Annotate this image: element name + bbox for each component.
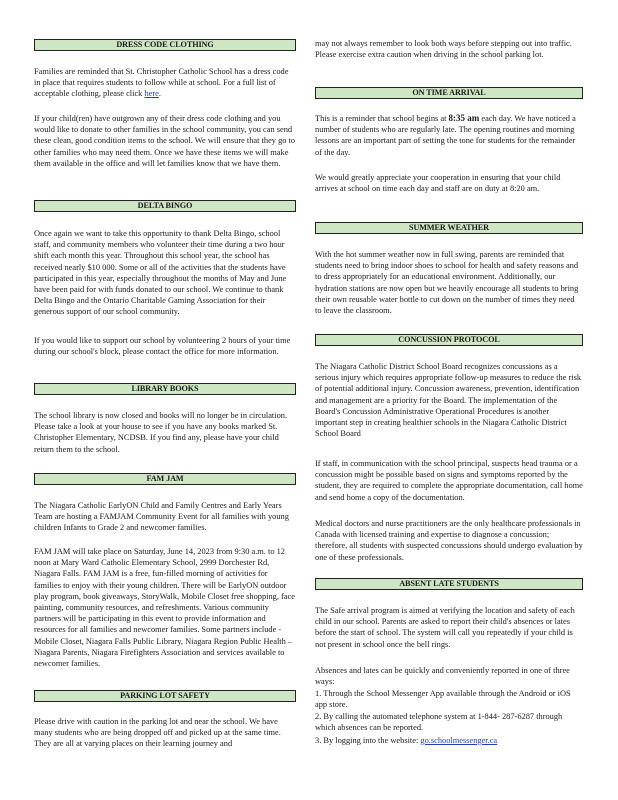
dress-code-link[interactable]: here (144, 89, 159, 99)
concussion-paragraph-2: If staff, in communication with the school principal, suspects head trauma or a concussion might be possible based on signs and symptoms reported by the student, they are required to complete the appropriate documentation, call home and send home a copy of the documentation. (315, 459, 583, 502)
summer-weather-paragraph: With the hot summer weather now in full swing, parents are reminded that students need to bring indoor shoes to school for health and safety reasons and to dress appropriately for an educational environment. Additionally, our hydration stations are now open but we heavily encourage all students to bring their own reusable water bottle to cut down on the number of times they need to leave the classroom. (315, 250, 579, 316)
parking-lot-heading: PARKING LOT SAFETY (34, 690, 296, 702)
on-time-paragraph-2: We would greatly appreciate your cooperation in ensuring that your child arrives at school on time each day and staff are on duty at 8:20 am. (315, 173, 561, 194)
school-messenger-link[interactable]: go.schoolmessenger.ca (420, 736, 498, 745)
absent-late-option-3: 3. By logging into the website: go.schoolmessenger.ca (315, 736, 498, 745)
fam-jam-paragraph-1: The Niagara Catholic EarlyON Child and Family Centres and Early Years Team are hosting a FAMJAM Community Event for all families with young children Infants to Grade 2 and newcomer families. (34, 501, 289, 533)
absent-late-paragraph-1: The Safe arrival program is aimed at verifying the location and safety of each child in our school. Parents are asked to report their child's absences or lates before the start of school. The system will call you repeatedly if your child is not present in school once the bell rings. (315, 606, 575, 649)
library-books-heading: LIBRARY BOOKS (34, 383, 296, 395)
summer-weather-heading: SUMMER WEATHER (315, 222, 583, 234)
delta-bingo-paragraph-2: If you would like to support our school by volunteering 2 hours of your time during our school's block, please contact the office for more information. (34, 336, 291, 357)
dress-code-paragraph-2: If your child(ren) have outgrown any of their dress code clothing and you would like to donate to other families in the school community, you can send these clean, good condition items to the school. We will ensure that they go to other families who may need them. Once we have these items we will make them available in the office and will let families know that we have them. (34, 114, 296, 168)
absent-late-paragraph-2: Absences and lates can be quickly and conveniently reported in one of three ways: (315, 666, 570, 687)
fam-jam-paragraph-2: FAM JAM will take place on Saturday, June 14, 2023 from 9:30 a.m. to 12 noon at Mary Ward Catholic Elementary School, 2999 Dorchester Rd, Niagara Falls. FAM JAM is a free, fun-filled morning of activities for families to enjoy with their young children. There will be EarlyON outdoor play program, book giveaways, StoryWalk, Mobile Closet free shopping, face painting, community resources, and refreshments. Various community partners will be participating in this event to provide information and resources for all families and newcomer families. Some partners include - Mobile Closet, Niagara Falls Public Library, Niagara Region Public Health – Niagara Parents, Niagara Firefighters Association and services available to newcomer families. (34, 547, 295, 669)
library-books-paragraph: The school library is now closed and books will no longer be in circulation. Please take a look at your house to see if you have any books marked St. Christopher Elementary, NCDSB. If you find any, please have your child return them to the school. (34, 411, 288, 454)
delta-bingo-paragraph-1: Once again we want to take this opportunity to thank Delta Bingo, school staff, and community members who volunteer their time during a two hour shift each month this year. Throughout this school year, the school has received nearly $10 000. Some or all of the activities that the students have participated in this year, especially throughout the months of May and June have been paid for with funds donated to our school. We continue to thank Delta Bingo and the Ontario Charitable Gaming Association for their generous support of our school community. (34, 229, 287, 317)
concussion-heading: CONCUSSION PROTOCOL (315, 334, 583, 346)
on-time-paragraph-1: This is a reminder that school begins at 8:35 am each day. We have noticed a number of students who are regularly late. The opening routines and morning lessons are an important part of setting the tone for students for the remainder of the day. (315, 113, 576, 157)
parking-lot-paragraph: Please drive with caution in the parking lot and near the school. We have many students who are being dropped off and picked up at the same time. They are all at varying places on their learning journey and (34, 717, 281, 749)
absent-late-option-2: 2. By calling the automated telephone system at 1-844- 287-6287 through which absences can be reported. (315, 712, 563, 733)
delta-bingo-heading: DELTA BINGO (34, 200, 296, 212)
concussion-paragraph-1: The Niagara Catholic District School Board recognizes concussions as a serious injury which requires appropriate follow-up measures to reduce the risk of potential additional injury. Concussion awareness, prevention, identification and management are a priority for the Board. The implementation of the Board's Concussion Administrative Operational Procedures is another important step in creating healthier schools in the Niagara Catholic District School Board (315, 362, 582, 439)
concussion-paragraph-3: Medical doctors and nurse practitioners are the only healthcare professionals in Canada with licensed training and expertise to diagnose a concussion; therefore, all students with suspected concussions should undergo evaluation by one of these professionals. (315, 519, 583, 562)
dress-code-heading: DRESS CODE CLOTHING (34, 39, 296, 51)
parking-lot-continued: may not always remember to look both ways before stepping out into traffic. Please exercise extra caution when driving in the school parking lot. (315, 39, 572, 60)
start-time: 8:35 am (448, 113, 480, 123)
fam-jam-heading: FAM JAM (34, 473, 296, 485)
dress-code-paragraph-1: Families are reminded that St. Christopher Catholic School has a dress code in place that requires students to follow while at school. For a full list of acceptable clothing, please click here. (34, 67, 289, 99)
absent-late-heading: ABSENT LATE STUDENTS (315, 578, 583, 590)
absent-late-option-1: 1. Through the School Messenger App available through the Android or iOS app store. (315, 689, 571, 710)
on-time-heading: ON TIME ARRIVAL (315, 87, 583, 99)
